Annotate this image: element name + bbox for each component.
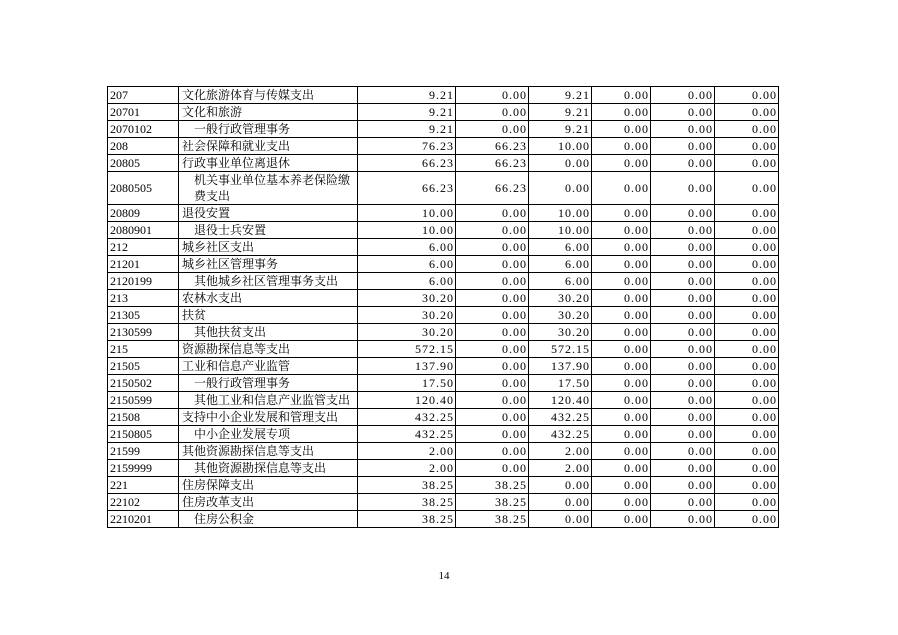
amount-cell: 0.00 xyxy=(651,290,715,307)
amount-cell: 0.00 xyxy=(715,426,779,443)
amount-cell: 10.00 xyxy=(358,205,456,222)
amount-cell: 0.00 xyxy=(592,392,651,409)
amount-cell: 0.00 xyxy=(715,494,779,511)
amount-cell: 0.00 xyxy=(592,205,651,222)
amount-cell: 0.00 xyxy=(592,494,651,511)
amount-cell: 66.23 xyxy=(456,172,529,205)
amount-cell: 30.20 xyxy=(358,324,456,341)
amount-cell: 0.00 xyxy=(456,341,529,358)
amount-cell: 38.25 xyxy=(456,494,529,511)
amount-cell: 0.00 xyxy=(529,477,592,494)
amount-cell: 17.50 xyxy=(358,375,456,392)
amount-cell: 0.00 xyxy=(592,121,651,138)
subject-code-cell: 2210201 xyxy=(108,511,179,528)
amount-cell: 0.00 xyxy=(715,273,779,290)
amount-cell: 0.00 xyxy=(592,155,651,172)
amount-cell: 9.21 xyxy=(529,121,592,138)
amount-cell: 0.00 xyxy=(592,426,651,443)
subject-code-cell: 21508 xyxy=(108,409,179,426)
amount-cell: 0.00 xyxy=(715,256,779,273)
subject-code-cell: 2120199 xyxy=(108,273,179,290)
subject-name-cell: 住房公积金 xyxy=(179,511,358,528)
subject-code-cell: 221 xyxy=(108,477,179,494)
amount-cell: 0.00 xyxy=(715,358,779,375)
table-row xyxy=(108,426,779,443)
amount-cell: 0.00 xyxy=(715,443,779,460)
amount-cell: 0.00 xyxy=(715,155,779,172)
amount-cell: 0.00 xyxy=(456,443,529,460)
subject-name-cell: 中小企业发展专项 xyxy=(179,426,358,443)
amount-cell: 0.00 xyxy=(651,392,715,409)
amount-cell: 0.00 xyxy=(592,477,651,494)
table-row xyxy=(108,494,779,511)
amount-cell: 0.00 xyxy=(592,256,651,273)
amount-cell: 2.00 xyxy=(358,443,456,460)
subject-code-cell: 21305 xyxy=(108,307,179,324)
amount-cell: 10.00 xyxy=(529,138,592,155)
subject-name-cell: 其他扶贫支出 xyxy=(179,324,358,341)
amount-cell: 10.00 xyxy=(529,222,592,239)
amount-cell: 0.00 xyxy=(651,222,715,239)
table-row xyxy=(108,205,779,222)
table-row xyxy=(108,104,779,121)
amount-cell: 0.00 xyxy=(715,205,779,222)
amount-cell: 0.00 xyxy=(592,138,651,155)
subject-code-cell: 2130599 xyxy=(108,324,179,341)
amount-cell: 0.00 xyxy=(456,239,529,256)
amount-cell: 66.23 xyxy=(358,155,456,172)
amount-cell: 0.00 xyxy=(715,460,779,477)
table-row xyxy=(108,460,779,477)
subject-code-cell: 20701 xyxy=(108,104,179,121)
subject-name-cell: 扶贫 xyxy=(179,307,358,324)
amount-cell: 2.00 xyxy=(529,460,592,477)
amount-cell: 6.00 xyxy=(358,256,456,273)
table-row xyxy=(108,121,779,138)
amount-cell: 0.00 xyxy=(651,460,715,477)
table-row xyxy=(108,392,779,409)
amount-cell: 0.00 xyxy=(715,375,779,392)
table-row xyxy=(108,256,779,273)
amount-cell: 38.25 xyxy=(358,477,456,494)
subject-name-cell: 其他城乡社区管理事务支出 xyxy=(179,273,358,290)
subject-name-cell: 城乡社区管理事务 xyxy=(179,256,358,273)
amount-cell: 0.00 xyxy=(592,460,651,477)
amount-cell: 0.00 xyxy=(715,87,779,104)
subject-name-cell: 机关事业单位基本养老保险缴费支出 xyxy=(179,172,358,205)
amount-cell: 38.25 xyxy=(358,511,456,528)
amount-cell: 0.00 xyxy=(651,121,715,138)
subject-code-cell: 20805 xyxy=(108,155,179,172)
table-row xyxy=(108,511,779,528)
amount-cell: 66.23 xyxy=(456,138,529,155)
amount-cell: 0.00 xyxy=(592,358,651,375)
amount-cell: 572.15 xyxy=(529,341,592,358)
amount-cell: 30.20 xyxy=(529,290,592,307)
amount-cell: 30.20 xyxy=(529,307,592,324)
amount-cell: 0.00 xyxy=(715,392,779,409)
amount-cell: 0.00 xyxy=(529,172,592,205)
amount-cell: 0.00 xyxy=(456,307,529,324)
subject-code-cell: 21505 xyxy=(108,358,179,375)
subject-code-cell: 213 xyxy=(108,290,179,307)
subject-name-cell: 资源勘探信息等支出 xyxy=(179,341,358,358)
subject-name-cell: 文化旅游体育与传媒支出 xyxy=(179,87,358,104)
amount-cell: 0.00 xyxy=(529,511,592,528)
amount-cell: 0.00 xyxy=(715,290,779,307)
amount-cell: 0.00 xyxy=(651,172,715,205)
amount-cell: 0.00 xyxy=(592,273,651,290)
amount-cell: 0.00 xyxy=(592,290,651,307)
amount-cell: 0.00 xyxy=(651,375,715,392)
amount-cell: 0.00 xyxy=(651,511,715,528)
amount-cell: 30.20 xyxy=(529,324,592,341)
table-row xyxy=(108,222,779,239)
amount-cell: 0.00 xyxy=(592,443,651,460)
amount-cell: 0.00 xyxy=(715,138,779,155)
amount-cell: 6.00 xyxy=(529,256,592,273)
amount-cell: 432.25 xyxy=(358,409,456,426)
amount-cell: 0.00 xyxy=(651,324,715,341)
amount-cell: 0.00 xyxy=(456,460,529,477)
amount-cell: 0.00 xyxy=(651,443,715,460)
subject-code-cell: 20809 xyxy=(108,205,179,222)
subject-name-cell: 其他工业和信息产业监管支出 xyxy=(179,392,358,409)
subject-code-cell: 2150805 xyxy=(108,426,179,443)
amount-cell: 66.23 xyxy=(358,172,456,205)
amount-cell: 0.00 xyxy=(651,477,715,494)
table-row xyxy=(108,341,779,358)
amount-cell: 2.00 xyxy=(358,460,456,477)
amount-cell: 0.00 xyxy=(592,341,651,358)
amount-cell: 432.25 xyxy=(358,426,456,443)
table-row xyxy=(108,443,779,460)
amount-cell: 10.00 xyxy=(529,205,592,222)
amount-cell: 0.00 xyxy=(651,307,715,324)
subject-code-cell: 207 xyxy=(108,87,179,104)
table-row xyxy=(108,358,779,375)
subject-code-cell: 2150599 xyxy=(108,392,179,409)
amount-cell: 0.00 xyxy=(456,324,529,341)
amount-cell: 120.40 xyxy=(529,392,592,409)
amount-cell: 0.00 xyxy=(651,138,715,155)
amount-cell: 0.00 xyxy=(456,409,529,426)
subject-name-cell: 一般行政管理事务 xyxy=(179,375,358,392)
amount-cell: 30.20 xyxy=(358,290,456,307)
table-row xyxy=(108,375,779,392)
amount-cell: 0.00 xyxy=(592,375,651,392)
amount-cell: 0.00 xyxy=(651,205,715,222)
amount-cell: 0.00 xyxy=(715,409,779,426)
amount-cell: 0.00 xyxy=(651,273,715,290)
subject-code-cell: 21599 xyxy=(108,443,179,460)
table-row xyxy=(108,172,779,205)
budget-table-body xyxy=(108,87,779,528)
amount-cell: 0.00 xyxy=(592,409,651,426)
amount-cell: 0.00 xyxy=(456,358,529,375)
subject-code-cell: 2159999 xyxy=(108,460,179,477)
amount-cell: 0.00 xyxy=(651,155,715,172)
page-number: 14 xyxy=(438,570,450,582)
table-row xyxy=(108,138,779,155)
amount-cell: 0.00 xyxy=(592,324,651,341)
table-row xyxy=(108,307,779,324)
amount-cell: 0.00 xyxy=(715,239,779,256)
amount-cell: 30.20 xyxy=(358,307,456,324)
subject-name-cell: 退役安置 xyxy=(179,205,358,222)
subject-name-cell: 工业和信息产业监管 xyxy=(179,358,358,375)
amount-cell: 0.00 xyxy=(456,205,529,222)
subject-code-cell: 2080901 xyxy=(108,222,179,239)
amount-cell: 572.15 xyxy=(358,341,456,358)
amount-cell: 0.00 xyxy=(456,256,529,273)
amount-cell: 432.25 xyxy=(529,409,592,426)
amount-cell: 38.25 xyxy=(456,477,529,494)
amount-cell: 0.00 xyxy=(715,341,779,358)
table-row xyxy=(108,87,779,104)
amount-cell: 0.00 xyxy=(456,121,529,138)
amount-cell: 0.00 xyxy=(592,307,651,324)
amount-cell: 6.00 xyxy=(358,239,456,256)
amount-cell: 0.00 xyxy=(456,290,529,307)
amount-cell: 76.23 xyxy=(358,138,456,155)
amount-cell: 120.40 xyxy=(358,392,456,409)
amount-cell: 0.00 xyxy=(592,87,651,104)
amount-cell: 137.90 xyxy=(358,358,456,375)
amount-cell: 0.00 xyxy=(592,222,651,239)
amount-cell: 6.00 xyxy=(529,273,592,290)
amount-cell: 0.00 xyxy=(651,239,715,256)
amount-cell: 0.00 xyxy=(456,273,529,290)
subject-name-cell: 城乡社区支出 xyxy=(179,239,358,256)
amount-cell: 0.00 xyxy=(651,87,715,104)
subject-name-cell: 退役士兵安置 xyxy=(179,222,358,239)
amount-cell: 0.00 xyxy=(456,104,529,121)
amount-cell: 0.00 xyxy=(456,222,529,239)
amount-cell: 0.00 xyxy=(651,426,715,443)
table-row xyxy=(108,324,779,341)
subject-name-cell: 行政事业单位离退休 xyxy=(179,155,358,172)
amount-cell: 0.00 xyxy=(651,104,715,121)
subject-name-cell: 住房保障支出 xyxy=(179,477,358,494)
subject-code-cell: 22102 xyxy=(108,494,179,511)
subject-name-cell: 其他资源勘探信息等支出 xyxy=(179,460,358,477)
subject-name-cell: 社会保障和就业支出 xyxy=(179,138,358,155)
amount-cell: 0.00 xyxy=(715,104,779,121)
table-row xyxy=(108,155,779,172)
subject-code-cell: 21201 xyxy=(108,256,179,273)
amount-cell: 0.00 xyxy=(715,172,779,205)
amount-cell: 137.90 xyxy=(529,358,592,375)
subject-name-cell: 文化和旅游 xyxy=(179,104,358,121)
amount-cell: 9.21 xyxy=(358,104,456,121)
amount-cell: 9.21 xyxy=(529,104,592,121)
amount-cell: 6.00 xyxy=(529,239,592,256)
amount-cell: 0.00 xyxy=(715,307,779,324)
subject-name-cell: 农林水支出 xyxy=(179,290,358,307)
subject-code-cell: 215 xyxy=(108,341,179,358)
amount-cell: 0.00 xyxy=(456,87,529,104)
amount-cell: 10.00 xyxy=(358,222,456,239)
subject-code-cell: 212 xyxy=(108,239,179,256)
amount-cell: 2.00 xyxy=(529,443,592,460)
amount-cell: 0.00 xyxy=(715,121,779,138)
amount-cell: 17.50 xyxy=(529,375,592,392)
subject-code-cell: 2070102 xyxy=(108,121,179,138)
table-row xyxy=(108,409,779,426)
table-row xyxy=(108,477,779,494)
amount-cell: 6.00 xyxy=(358,273,456,290)
budget-table xyxy=(107,86,779,528)
subject-name-cell: 一般行政管理事务 xyxy=(179,121,358,138)
amount-cell: 0.00 xyxy=(592,511,651,528)
amount-cell: 0.00 xyxy=(456,375,529,392)
amount-cell: 9.21 xyxy=(358,87,456,104)
amount-cell: 0.00 xyxy=(715,324,779,341)
amount-cell: 38.25 xyxy=(456,511,529,528)
subject-name-cell: 其他资源勘探信息等支出 xyxy=(179,443,358,460)
amount-cell: 0.00 xyxy=(651,358,715,375)
amount-cell: 66.23 xyxy=(456,155,529,172)
table-row xyxy=(108,239,779,256)
amount-cell: 0.00 xyxy=(651,494,715,511)
amount-cell: 0.00 xyxy=(456,392,529,409)
amount-cell: 9.21 xyxy=(529,87,592,104)
table-row xyxy=(108,290,779,307)
amount-cell: 0.00 xyxy=(456,426,529,443)
subject-name-cell: 支持中小企业发展和管理支出 xyxy=(179,409,358,426)
amount-cell: 38.25 xyxy=(358,494,456,511)
amount-cell: 9.21 xyxy=(358,121,456,138)
amount-cell: 0.00 xyxy=(651,256,715,273)
subject-code-cell: 2080505 xyxy=(108,172,179,205)
amount-cell: 0.00 xyxy=(592,239,651,256)
table-row xyxy=(108,273,779,290)
subject-code-cell: 208 xyxy=(108,138,179,155)
subject-name-cell: 住房改革支出 xyxy=(179,494,358,511)
amount-cell: 0.00 xyxy=(715,477,779,494)
subject-code-cell: 2150502 xyxy=(108,375,179,392)
amount-cell: 0.00 xyxy=(529,155,592,172)
amount-cell: 432.25 xyxy=(529,426,592,443)
amount-cell: 0.00 xyxy=(715,511,779,528)
amount-cell: 0.00 xyxy=(592,104,651,121)
amount-cell: 0.00 xyxy=(715,222,779,239)
amount-cell: 0.00 xyxy=(592,172,651,205)
amount-cell: 0.00 xyxy=(529,494,592,511)
amount-cell: 0.00 xyxy=(651,341,715,358)
amount-cell: 0.00 xyxy=(651,409,715,426)
